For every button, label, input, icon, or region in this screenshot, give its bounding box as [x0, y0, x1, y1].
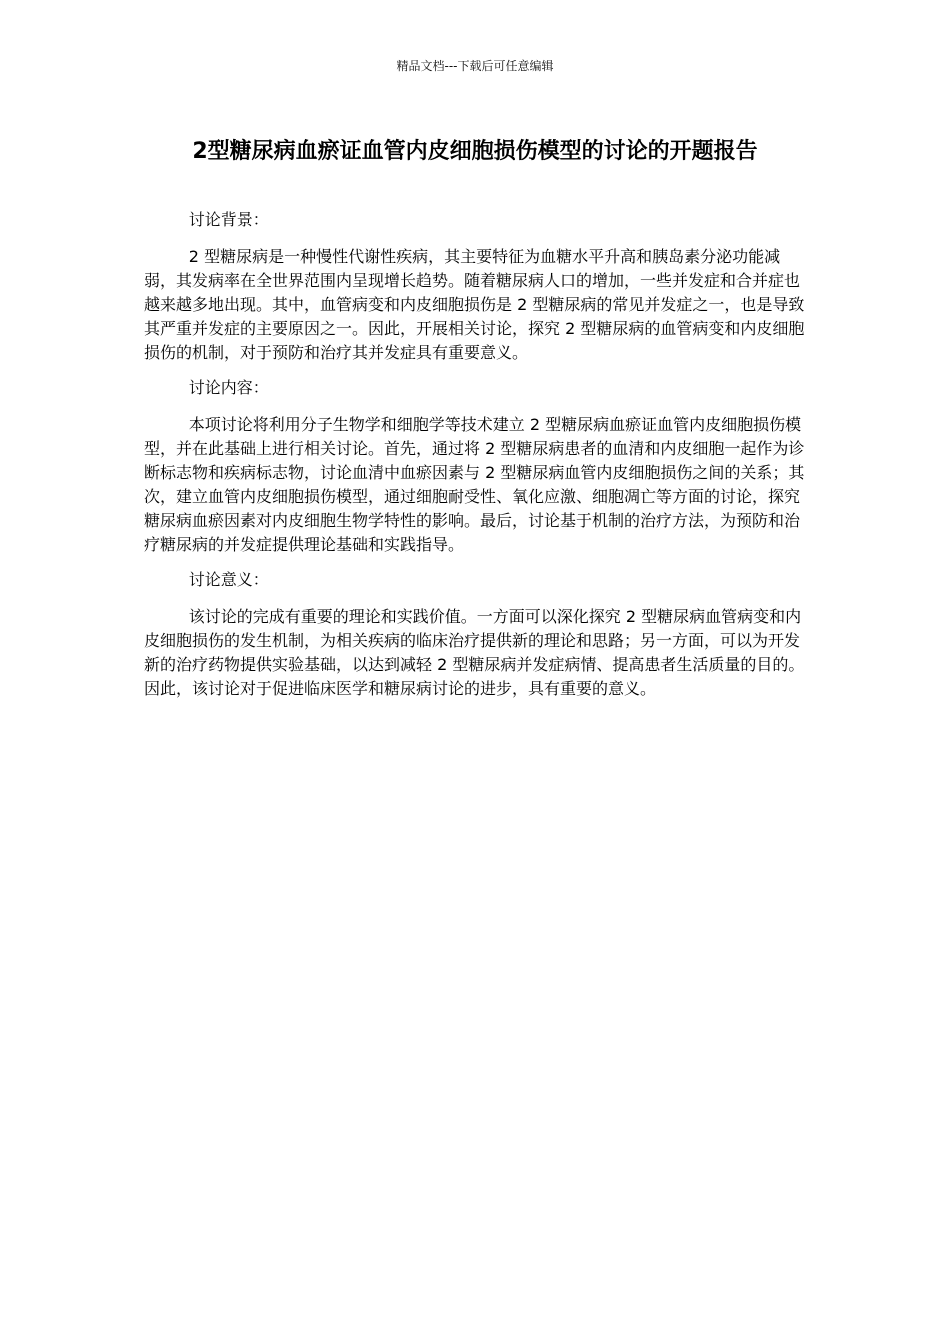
section-heading-background: 讨论背景：	[188, 210, 269, 229]
document-body	[144, 208, 806, 712]
section-body-content: 本项讨论将利用分子生物学和细胞学等技术建立 2 型糖尿病血瘀证血管内皮细胞损伤模型，并在此基础上进行相关讨论。首先，通过将 2 型糖尿病患者的血清和内皮细胞一起作为诊断标志物和疾病标志物，讨论血清中血瘀因素与 2 型糖尿病血管内皮细胞损伤之间的关系；其次，建立血管内皮细胞损伤模型，通过细胞耐受性、氧化应激、细胞凋亡等方面的讨论，探究糖尿病血瘀因素对内皮细胞生物学特性的影响。最后，讨论基于机制的治疗方法，为预防和治疗糖尿病的并发症提供理论基础和实践指导。	[144, 415, 805, 554]
section-heading-content: 讨论内容：	[188, 378, 269, 397]
document-title: 2型糖尿病血瘀证血管内皮细胞损伤模型的讨论的开题报告	[192, 139, 758, 164]
page-header-note: 精品文档---下载后可任意编辑	[396, 59, 554, 73]
section-body-significance: 该讨论的完成有重要的理论和实践价值。一方面可以深化探究 2 型糖尿病血管病变和内皮细胞损伤的发生机制，为相关疾病的临床治疗提供新的理论和思路；另一方面，可以为开发新的治疗药物提供实验基础，以达到减轻 2 型糖尿病并发症病情、提高患者生活质量的目的。因此，该讨论对于促进临床医学和糖尿病讨论的进步，具有重要的意义。	[144, 607, 805, 698]
section-body-background: 2 型糖尿病是一种慢性代谢性疾病，其主要特征为血糖水平升高和胰岛素分泌功能减弱，其发病率在全世界范围内呈现增长趋势。随着糖尿病人口的增加，一些并发症和合并症也越来越多地出现。其中，血管病变和内皮细胞损伤是 2 型糖尿病的常见并发症之一，也是导致其严重并发症的主要原因之一。因此，开展相关讨论，探究 2 型糖尿病的血管病变和内皮细胞损伤的机制，对于预防和治疗其并发症具有重要意义。	[144, 247, 805, 362]
section-heading-significance: 讨论意义：	[188, 570, 269, 589]
